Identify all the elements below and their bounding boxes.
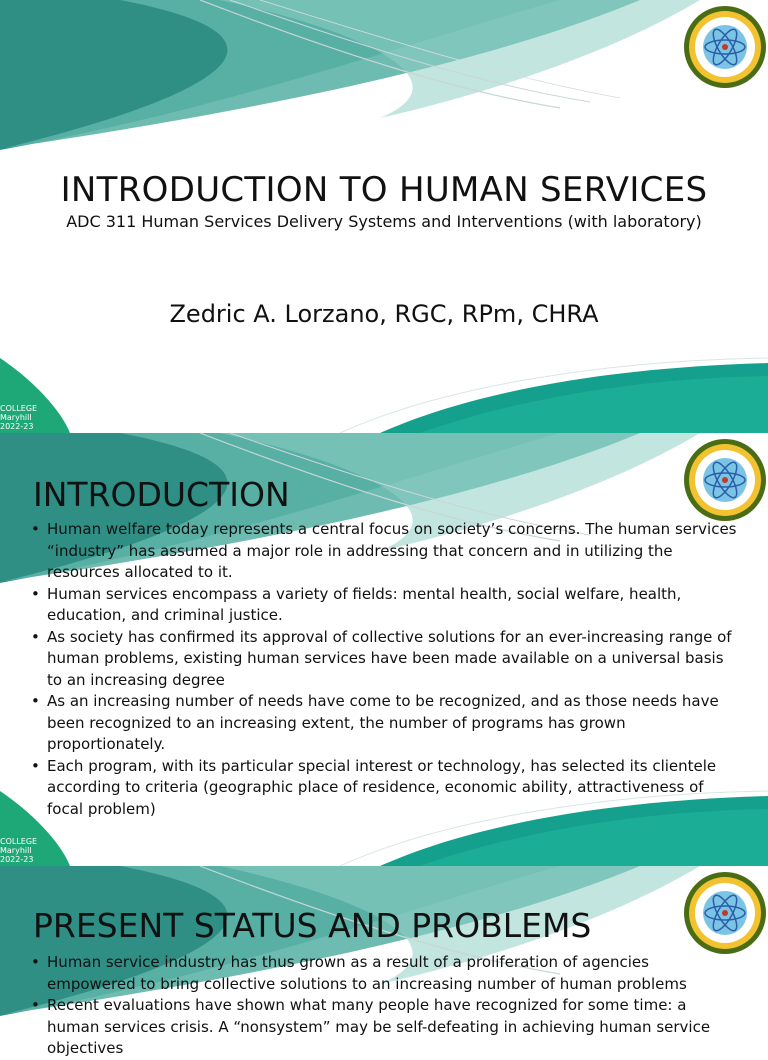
bullet-item: • Recent evaluations have shown what many people have recognized for some time: a human services crisis. A “nonsystem” may be self-defeating in achieving human service objectives bbox=[30, 995, 738, 1060]
footer-line: COLLEGE bbox=[0, 404, 38, 413]
bullet-list bbox=[30, 519, 738, 820]
bullet-item: • As an increasing number of needs have come to be recognized, and as those needs have been recognized to an increasing extent, the number of programs has grown proportionately. bbox=[30, 691, 738, 756]
slide-heading: PRESENT STATUS AND PROBLEMS bbox=[33, 906, 592, 945]
introduction-slide bbox=[0, 433, 768, 866]
footer-line: Maryhill bbox=[0, 846, 32, 855]
bullet-item: • As society has confirmed its approval of collective solutions for an ever-increasing range of human problems, existing human services have been made available on a universal basis to an increasing degree bbox=[30, 627, 738, 692]
footer-caption bbox=[0, 404, 40, 431]
bullet-item: • Human welfare today represents a central focus on society’s concerns. The human services “industry” has assumed a major role in addressing that concern and in utilizing the resources allocated to it. bbox=[30, 519, 738, 584]
top-wave-decoration bbox=[0, 0, 768, 160]
course-subtitle: ADC 311 Human Services Delivery Systems and Interventions (with laboratory) bbox=[66, 212, 702, 231]
footer-caption bbox=[0, 837, 40, 864]
present-status-slide bbox=[0, 866, 768, 1057]
title-slide bbox=[0, 0, 768, 433]
footer-line: 2022-23 bbox=[0, 422, 34, 431]
author-name: Zedric A. Lorzano, RGC, RPm, CHRA bbox=[169, 300, 599, 328]
footer-line: COLLEGE bbox=[0, 837, 38, 846]
bullet-list bbox=[30, 952, 738, 1060]
bullet-item: • Each program, with its particular special interest or technology, has selected its clientele according to criteria (geographic place of residence, economic ability, attractiveness of focal problem) bbox=[30, 756, 738, 821]
slide-heading: INTRODUCTION bbox=[33, 475, 290, 514]
bottom-wave-decoration bbox=[0, 791, 768, 866]
bottom-wave-decoration bbox=[0, 358, 768, 433]
footer-line: 2022-23 bbox=[0, 855, 34, 864]
bullet-item: • Human services encompass a variety of fields: mental health, social welfare, health, education, and criminal justice. bbox=[30, 584, 738, 627]
college-seal-logo bbox=[682, 870, 768, 956]
bullet-item: • Human service industry has thus grown as a result of a proliferation of agencies empowered to bring collective solutions to an increasing number of human problems bbox=[30, 952, 738, 995]
college-seal-logo bbox=[682, 437, 768, 523]
presentation-title: INTRODUCTION TO HUMAN SERVICES bbox=[60, 170, 708, 210]
footer-line: Maryhill bbox=[0, 413, 32, 422]
college-seal-logo bbox=[682, 4, 768, 90]
